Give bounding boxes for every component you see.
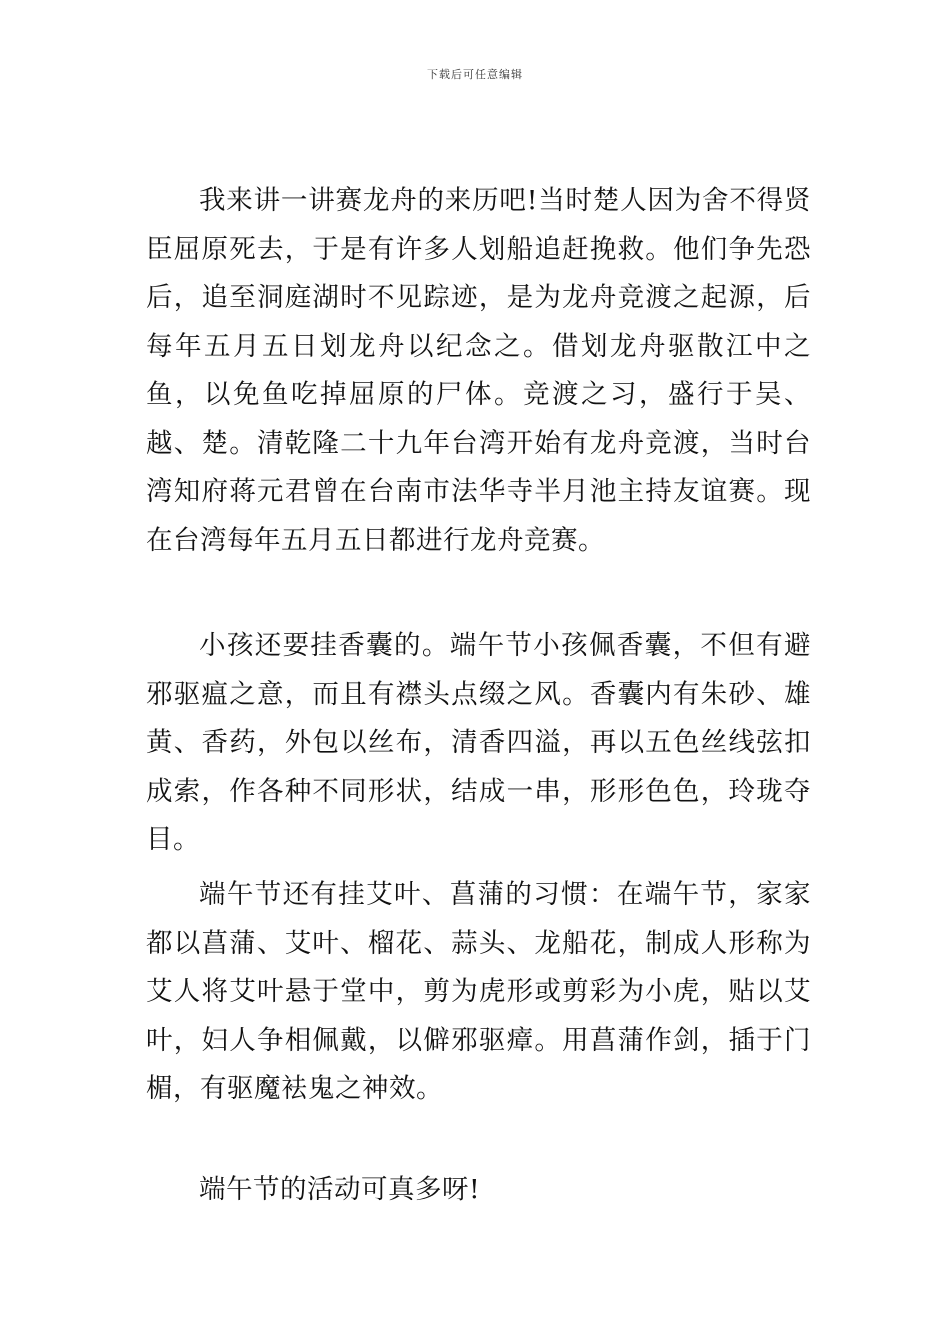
paragraph-mugwort-calamus: 端午节还有挂艾叶、菖蒲的习惯：在端午节，家家都以菖蒲、艾叶、榴花、蒜头、龙船花，制成人形称为艾人将艾叶悬于堂中，剪为虎形或剪彩为小虎，贴以艾叶，妇人争相佩戴，以僻邪驱瘴。用菖蒲作剑，插于门楣，有驱魔袪鬼之神效。: [146, 879, 811, 1104]
page-header: 下载后可任意编辑: [427, 68, 523, 81]
paragraph-closing: 端午节的活动可真多呀!: [199, 1174, 481, 1205]
paragraph-dragon-boat: 我来讲一讲赛龙舟的来历吧!当时楚人因为舍不得贤臣屈原死去，于是有许多人划船追赶挽救。他们争先恐后，追至洞庭湖时不见踪迹，是为龙舟竞渡之起源，后每年五月五日划龙舟以纪念之。借划龙舟驱散江中之鱼，以免鱼吃掉屈原的尸体。竞渡之习，盛行于吴、越、楚。清乾隆二十九年台湾开始有龙舟竞渡，当时台湾知府蒋元君曾在台南市法华寺半月池主持友谊赛。现在台湾每年五月五日都进行龙舟竞赛。: [146, 185, 811, 556]
paragraph-sachet: 小孩还要挂香囊的。端午节小孩佩香囊，不但有避邪驱瘟之意，而且有襟头点缀之风。香囊内有朱砂、雄黄、香药，外包以丝布，清香四溢，再以五色丝线弦扣成索，作各种不同形状，结成一串，形形色色，玲珑夺目。: [146, 630, 811, 855]
